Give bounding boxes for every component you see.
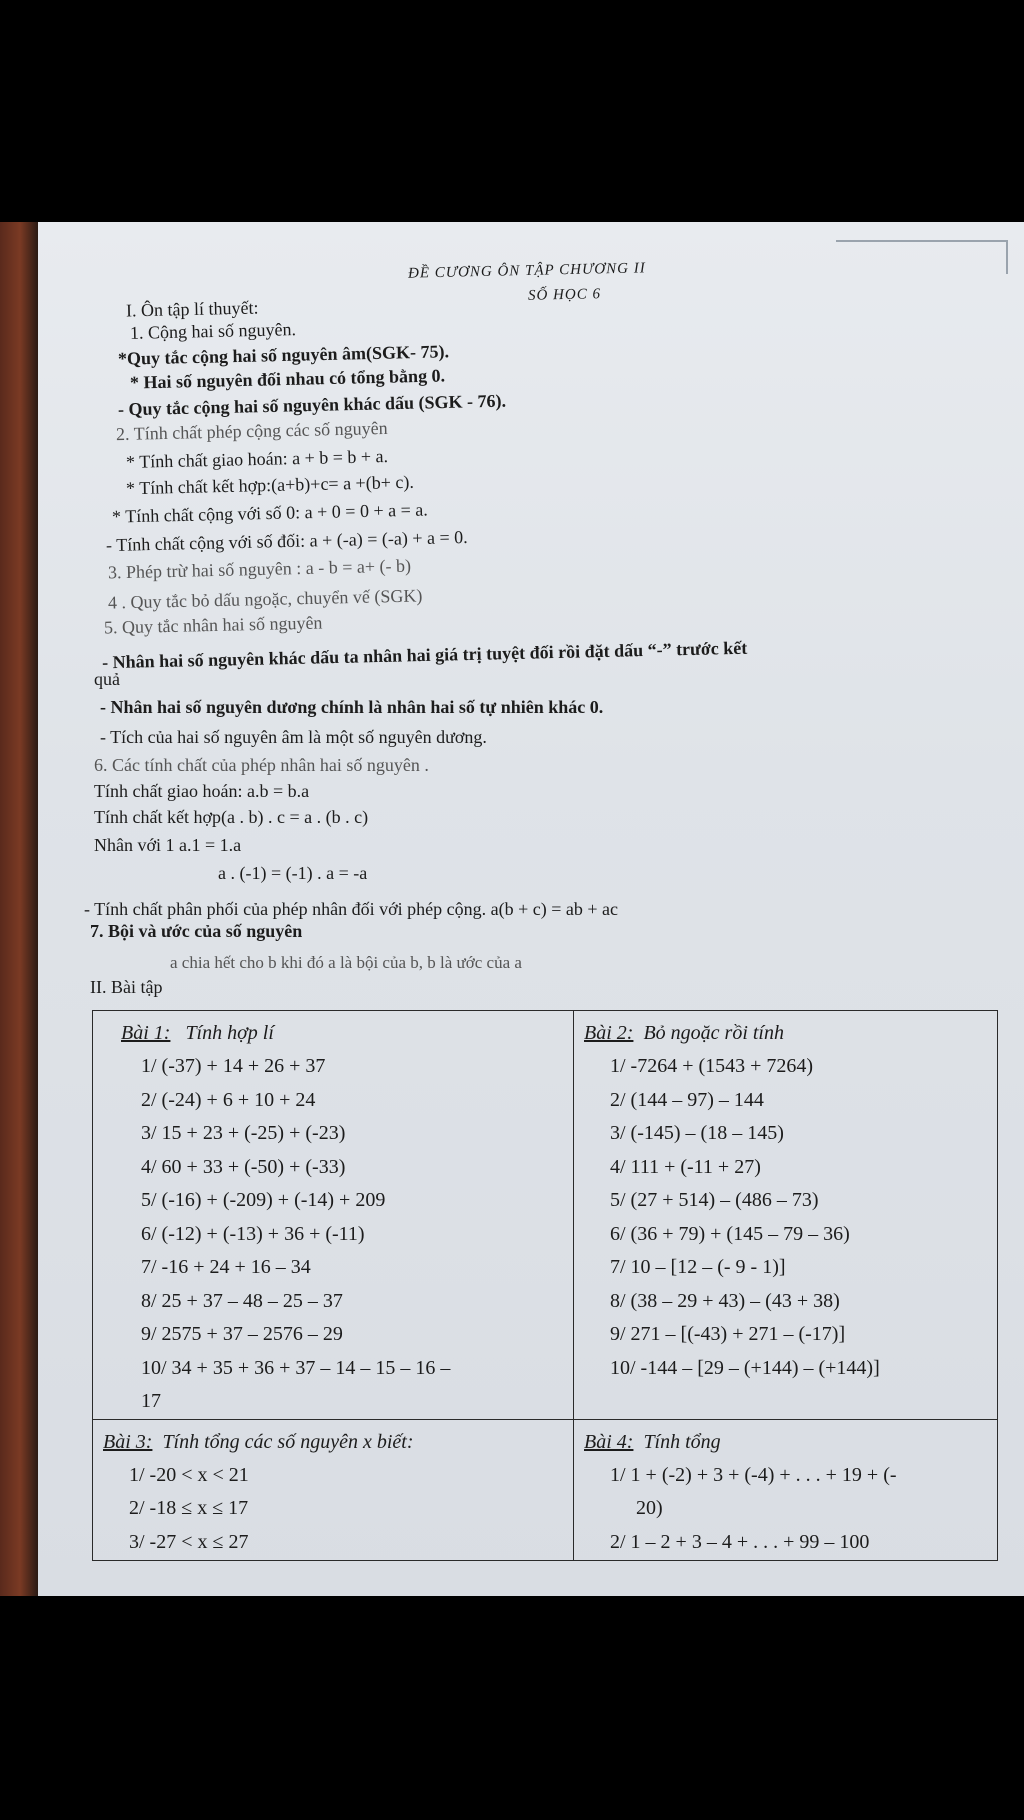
theory-line: 2. Tính chất phép cộng các số nguyên: [115, 417, 388, 445]
theory-line: * Tính chất cộng với số 0: a + 0 = 0 + a = a.: [111, 499, 428, 527]
theory-line: - Nhân hai số nguyên khác dấu ta nhân hai giá trị tuyệt đối rồi đặt dấu “-” trước kết: [101, 637, 748, 673]
bai1-item: 8/ 25 + 37 – 48 – 25 – 37: [141, 1289, 343, 1312]
theory-line: Nhân với 1 a.1 = 1.a: [94, 835, 242, 855]
theory-line: * Tính chất kết hợp:(a+b)+c= a +(b+ c).: [125, 471, 415, 499]
theory-line: - Tính chất cộng với số đối: a + (-a) = (-a) + a = 0.: [105, 526, 468, 556]
bai1-item: 4/ 60 + 33 + (-50) + (-33): [141, 1155, 346, 1178]
bai3-title: Tính tổng các số nguyên x biết:: [162, 1430, 414, 1453]
theory-line: * Tính chất giao hoán: a + b = b + a.: [125, 446, 389, 472]
bai2-item: 7/ 10 – [12 – (- 9 - 1)]: [610, 1256, 786, 1278]
bai3-item: 3/ -27 < x ≤ 27: [129, 1530, 249, 1553]
page-corner-line: [1006, 240, 1008, 274]
bai2-label: Bài 2:: [584, 1022, 634, 1044]
theory-line: 3. Phép trừ hai số nguyên : a - b = a+ (- b): [107, 555, 412, 583]
bai2-item: 2/ (144 – 97) – 144: [610, 1088, 764, 1111]
bai2-item: 6/ (36 + 79) + (145 – 79 – 36): [610, 1222, 850, 1245]
bai2-title: Bỏ ngoặc rồi tính: [643, 1022, 784, 1044]
bai3-item: 2/ -18 ≤ x ≤ 17: [129, 1497, 249, 1519]
theory-line: 6. Các tính chất của phép nhân hai số nguyên .: [94, 755, 429, 775]
bai1-item: 7/ -16 + 24 + 16 – 34: [141, 1256, 311, 1278]
theory-line: Tính chất kết hợp(a . b) . c = a . (b . c): [94, 807, 369, 827]
theory-line: 4 . Quy tắc bỏ dấu ngoặc, chuyển vế (SGK): [107, 585, 423, 613]
theory-line: a . (-1) = (-1) . a = -a: [218, 863, 368, 883]
bai3-label: Bài 3:: [103, 1430, 153, 1453]
bai1-item: 9/ 2575 + 37 – 2576 – 29: [141, 1323, 343, 1345]
bai2-item: 4/ 111 + (-11 + 27): [610, 1155, 761, 1178]
bai2-item: 10/ -144 – [29 – (+144) – (+144)]: [610, 1356, 880, 1379]
bai3-cell: [93, 1419, 574, 1560]
bai1-item: 1/ (-37) + 14 + 26 + 37: [141, 1055, 326, 1077]
bai4-label: Bài 4:: [584, 1430, 634, 1453]
bai4-title: Tính tổng: [643, 1430, 721, 1453]
bai2-item: 3/ (-145) – (18 – 145): [610, 1122, 784, 1144]
bai2-cell: [574, 1011, 998, 1420]
bai2-item: 5/ (27 + 514) – (486 – 73): [610, 1189, 819, 1211]
bai1-title: Tính hợp lí: [185, 1022, 274, 1044]
theory-line: Tính chất giao hoán: a.b = b.a: [94, 781, 310, 801]
bai4-item: 2/ 1 – 2 + 3 – 4 + . . . + 99 – 100: [610, 1530, 870, 1553]
bai1-item: 5/ (-16) + (-209) + (-14) + 209: [141, 1189, 386, 1211]
theory-line: quả: [94, 669, 120, 689]
theory-line: *Quy tắc cộng hai số nguyên âm(SGK- 75).: [117, 341, 450, 369]
bai1-cell: [93, 1011, 574, 1420]
bai1-item: 17: [141, 1390, 161, 1412]
theory-title: I. Ôn tập lí thuyết:: [125, 297, 259, 321]
bai3-item: 1/ -20 < x < 21: [129, 1463, 249, 1486]
bai4-item: 1/ 1 + (-2) + 3 + (-4) + . . . + 19 + (-: [610, 1463, 897, 1486]
doc-subtitle: SỐ HỌC 6: [527, 286, 602, 304]
bai1-item: 2/ (-24) + 6 + 10 + 24: [141, 1088, 316, 1111]
theory-line: - Quy tắc cộng hai số nguyên khác dấu (SGK - 76).: [117, 390, 507, 420]
bai1-label: Bài 1:: [121, 1022, 171, 1044]
bai1-item: 10/ 34 + 35 + 36 + 37 – 14 – 15 – 16 –: [141, 1356, 451, 1379]
bai2-item: 9/ 271 – [(-43) + 271 – (-17)]: [610, 1323, 846, 1345]
bai1-item: 6/ (-12) + (-13) + 36 + (-11): [141, 1222, 365, 1245]
theory-line: - Tính chất phân phối của phép nhân đối với phép cộng. a(b + c) = ab + ac: [84, 899, 618, 919]
exercises-title: II. Bài tập: [90, 977, 163, 997]
theory-line: 5. Quy tắc nhân hai số nguyên: [103, 612, 323, 638]
bai2-item: 8/ (38 – 29 + 43) – (43 + 38): [610, 1289, 840, 1312]
bai2-item: 1/ -7264 + (1543 + 7264): [610, 1055, 814, 1077]
doc-title: ĐỀ CƯƠNG ÔN TẬP CHƯƠNG II: [407, 260, 646, 282]
theory-line: - Nhân hai số nguyên dương chính là nhân hai số tự nhiên khác 0.: [100, 697, 604, 717]
theory-line: 7. Bội và ước của số nguyên: [90, 921, 303, 941]
bai4-cell: [574, 1419, 998, 1560]
page-corner-line: [836, 240, 1006, 242]
theory-line: 1. Cộng hai số nguyên.: [129, 319, 297, 343]
theory-line: * Hai số nguyên đối nhau có tổng bằng 0.: [129, 365, 446, 393]
theory-line: - Tích của hai số nguyên âm là một số nguyên dương.: [100, 727, 487, 747]
bai4-item: 20): [636, 1497, 663, 1519]
exercise-table: [92, 1010, 998, 1561]
theory-line: a chia hết cho b khi đó a là bội của b, b là ước của a: [170, 953, 522, 972]
bai1-item: 3/ 15 + 23 + (-25) + (-23): [141, 1122, 346, 1144]
